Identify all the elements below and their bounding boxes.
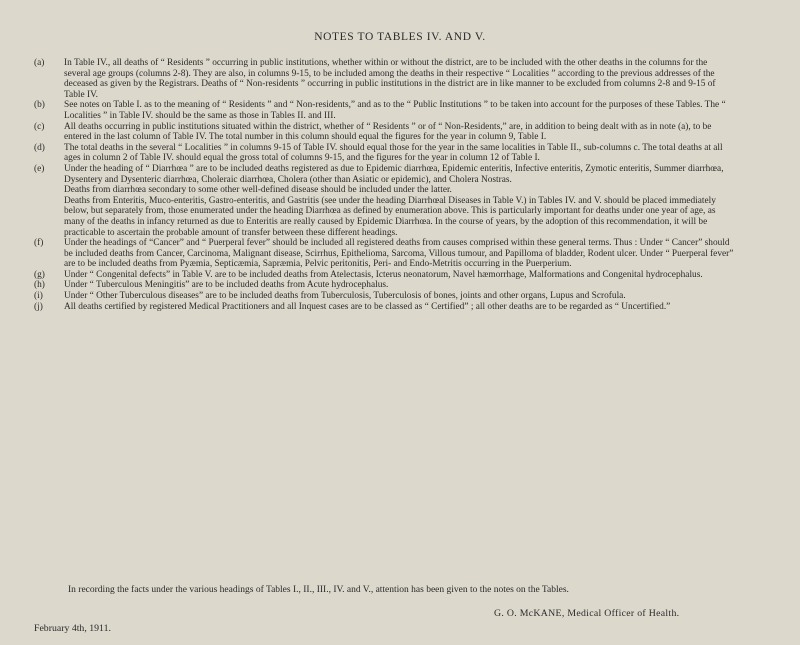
note-text: Under “ Other Tuberculous diseases” are to be included deaths from Tuberculosis, Tuberculosis of bones, joints and other organs, Lupus and Scrofula. xyxy=(64,291,626,302)
note-f xyxy=(34,238,736,270)
note-text: The total deaths in the several “ Localities ” in columns 9-15 of Table IV. should equal those for the year in the same localities in Table II., sub-columns c. The total deaths at all ages in column 2 of Table IV. should equal the gross total of columns 9-15, and the figures for the year in column 12 of Table I. xyxy=(64,142,723,164)
note-a xyxy=(34,58,736,100)
signature: G. O. McKANE, Medical Officer of Health. xyxy=(494,608,680,619)
note-text: Under “ Tuberculous Meningitis” are to be included deaths from Acute hydrocephalus. xyxy=(64,280,389,291)
note-label: (e) xyxy=(34,163,45,174)
note-text: All deaths occurring in public institutions situated within the district, whether of “ Residents ” or of “ Non-Residents,” are, in addition to being dealt with as in note (a), to be entered in the last column of Table IV. The total number in this column should equal the figures for the year in column 9, Table I. xyxy=(64,121,712,143)
note-text: Deaths from diarrhœa secondary to some other well-defined disease should be included under the latter. xyxy=(64,185,452,196)
note-b xyxy=(34,100,736,121)
note-label: (c) xyxy=(34,121,45,132)
note-d xyxy=(34,143,736,164)
note-h xyxy=(34,280,736,291)
page-title: NOTES TO TABLES IV. AND V. xyxy=(314,31,486,43)
note-g xyxy=(34,270,736,281)
note-j xyxy=(34,302,736,313)
closing-text: In recording the facts under the various headings of Tables I., II., III., IV. and V., attention has been given to the notes on the Tables. xyxy=(68,585,569,595)
note-text: Under the heading of “ Diarrhœa ” are to be included deaths registered as due to Epidemic diarrhœa, Epidemic enteritis, Infective enteritis, Zymotic enteritis, Summer diarrhœa, Dysentery and Dysenteric diarrhœa, Choleraic diarrhœa, Cholera (other than Asiatic or epidemic), and Cholera Nostras. xyxy=(64,163,724,185)
note-text: In Table IV., all deaths of “ Residents ” occurring in public institutions, whether within or without the district, are to be included with the other deaths in the columns for the several age groups (columns 2-8). They are also, in columns 9-15, to be included among the deaths in their respective “ Localities ” according to the previous addresses of the deceased as given by the Registrars. Deaths of “ Non-residents ” occurring in public institutions in the district are in like manner to be excluded from columns 2-8 and 9-15 of Table IV. xyxy=(64,58,716,100)
note-label: (b) xyxy=(34,100,45,111)
note-text: Deaths from Enteritis, Muco-enteritis, Gastro-enteritis, and Gastritis (see under the heading Diarrhœal Diseases in Table V.) in Tables IV. and V. should be placed immediately below, but separately from, those enumerated under the heading Diarrhœa as defined by enumeration above. This is particularly important for deaths under one year of age, as many of the deaths in infancy returned as due to Enteritis are really caused by Epidemic Diarrhœa. In the course of years, by the adoption of this recommendation, it will be practicable to ascertain the probable amount of transfer between these different headings. xyxy=(64,195,716,238)
closing-statement xyxy=(34,585,764,596)
notes-list xyxy=(34,58,736,312)
note-label: (g) xyxy=(34,269,45,280)
note-label: (a) xyxy=(34,58,45,68)
document-date: February 4th, 1911. xyxy=(34,623,111,634)
note-c xyxy=(34,122,736,143)
note-label: (i) xyxy=(34,291,43,302)
note-e xyxy=(34,164,736,238)
note-i xyxy=(34,291,736,302)
note-text: Under the headings of “Cancer” and “ Puerperal fever” should be included all registered deaths from causes comprised within these general terms. Thus : Under “ Cancer” should be included deaths from Cancer, Carcinoma, Malignant disease, Scirrhus, Epithelioma, Sarcoma, Villous tumour, and Papilloma of bladder, Rodent ulcer. Under “ Puerperal fever” are to be included deaths from Pyæmia, Septicæmia, Sapræmia, Pelvic peritonitis, Peri- and Endo-Metritis occurring in the Puerperium. xyxy=(64,238,734,270)
note-text: See notes on Table I. as to the meaning of “ Residents ” and “ Non-residents,” and as to the “ Public Institutions ” to be taken into account for the purposes of these Tables. The “ Localities ” in Table IV. should be the same as those in Tables II. and III. xyxy=(64,100,726,121)
note-text: Under “ Congenital defects” in Table V. are to be included deaths from Atelectasis, Icterus neonatorum, Navel hæmorrhage, Malformations and Congenital hydrocephalus. xyxy=(64,269,703,280)
note-label: (d) xyxy=(34,142,45,153)
note-text: All deaths certified by registered Medical Practitioners and all Inquest cases are to be classed as “ Certified” ; all other deaths are to be regarded as “ Uncertified.” xyxy=(64,301,671,312)
note-label: (j) xyxy=(34,301,43,312)
note-label: (f) xyxy=(34,238,44,249)
note-label: (h) xyxy=(34,280,45,291)
